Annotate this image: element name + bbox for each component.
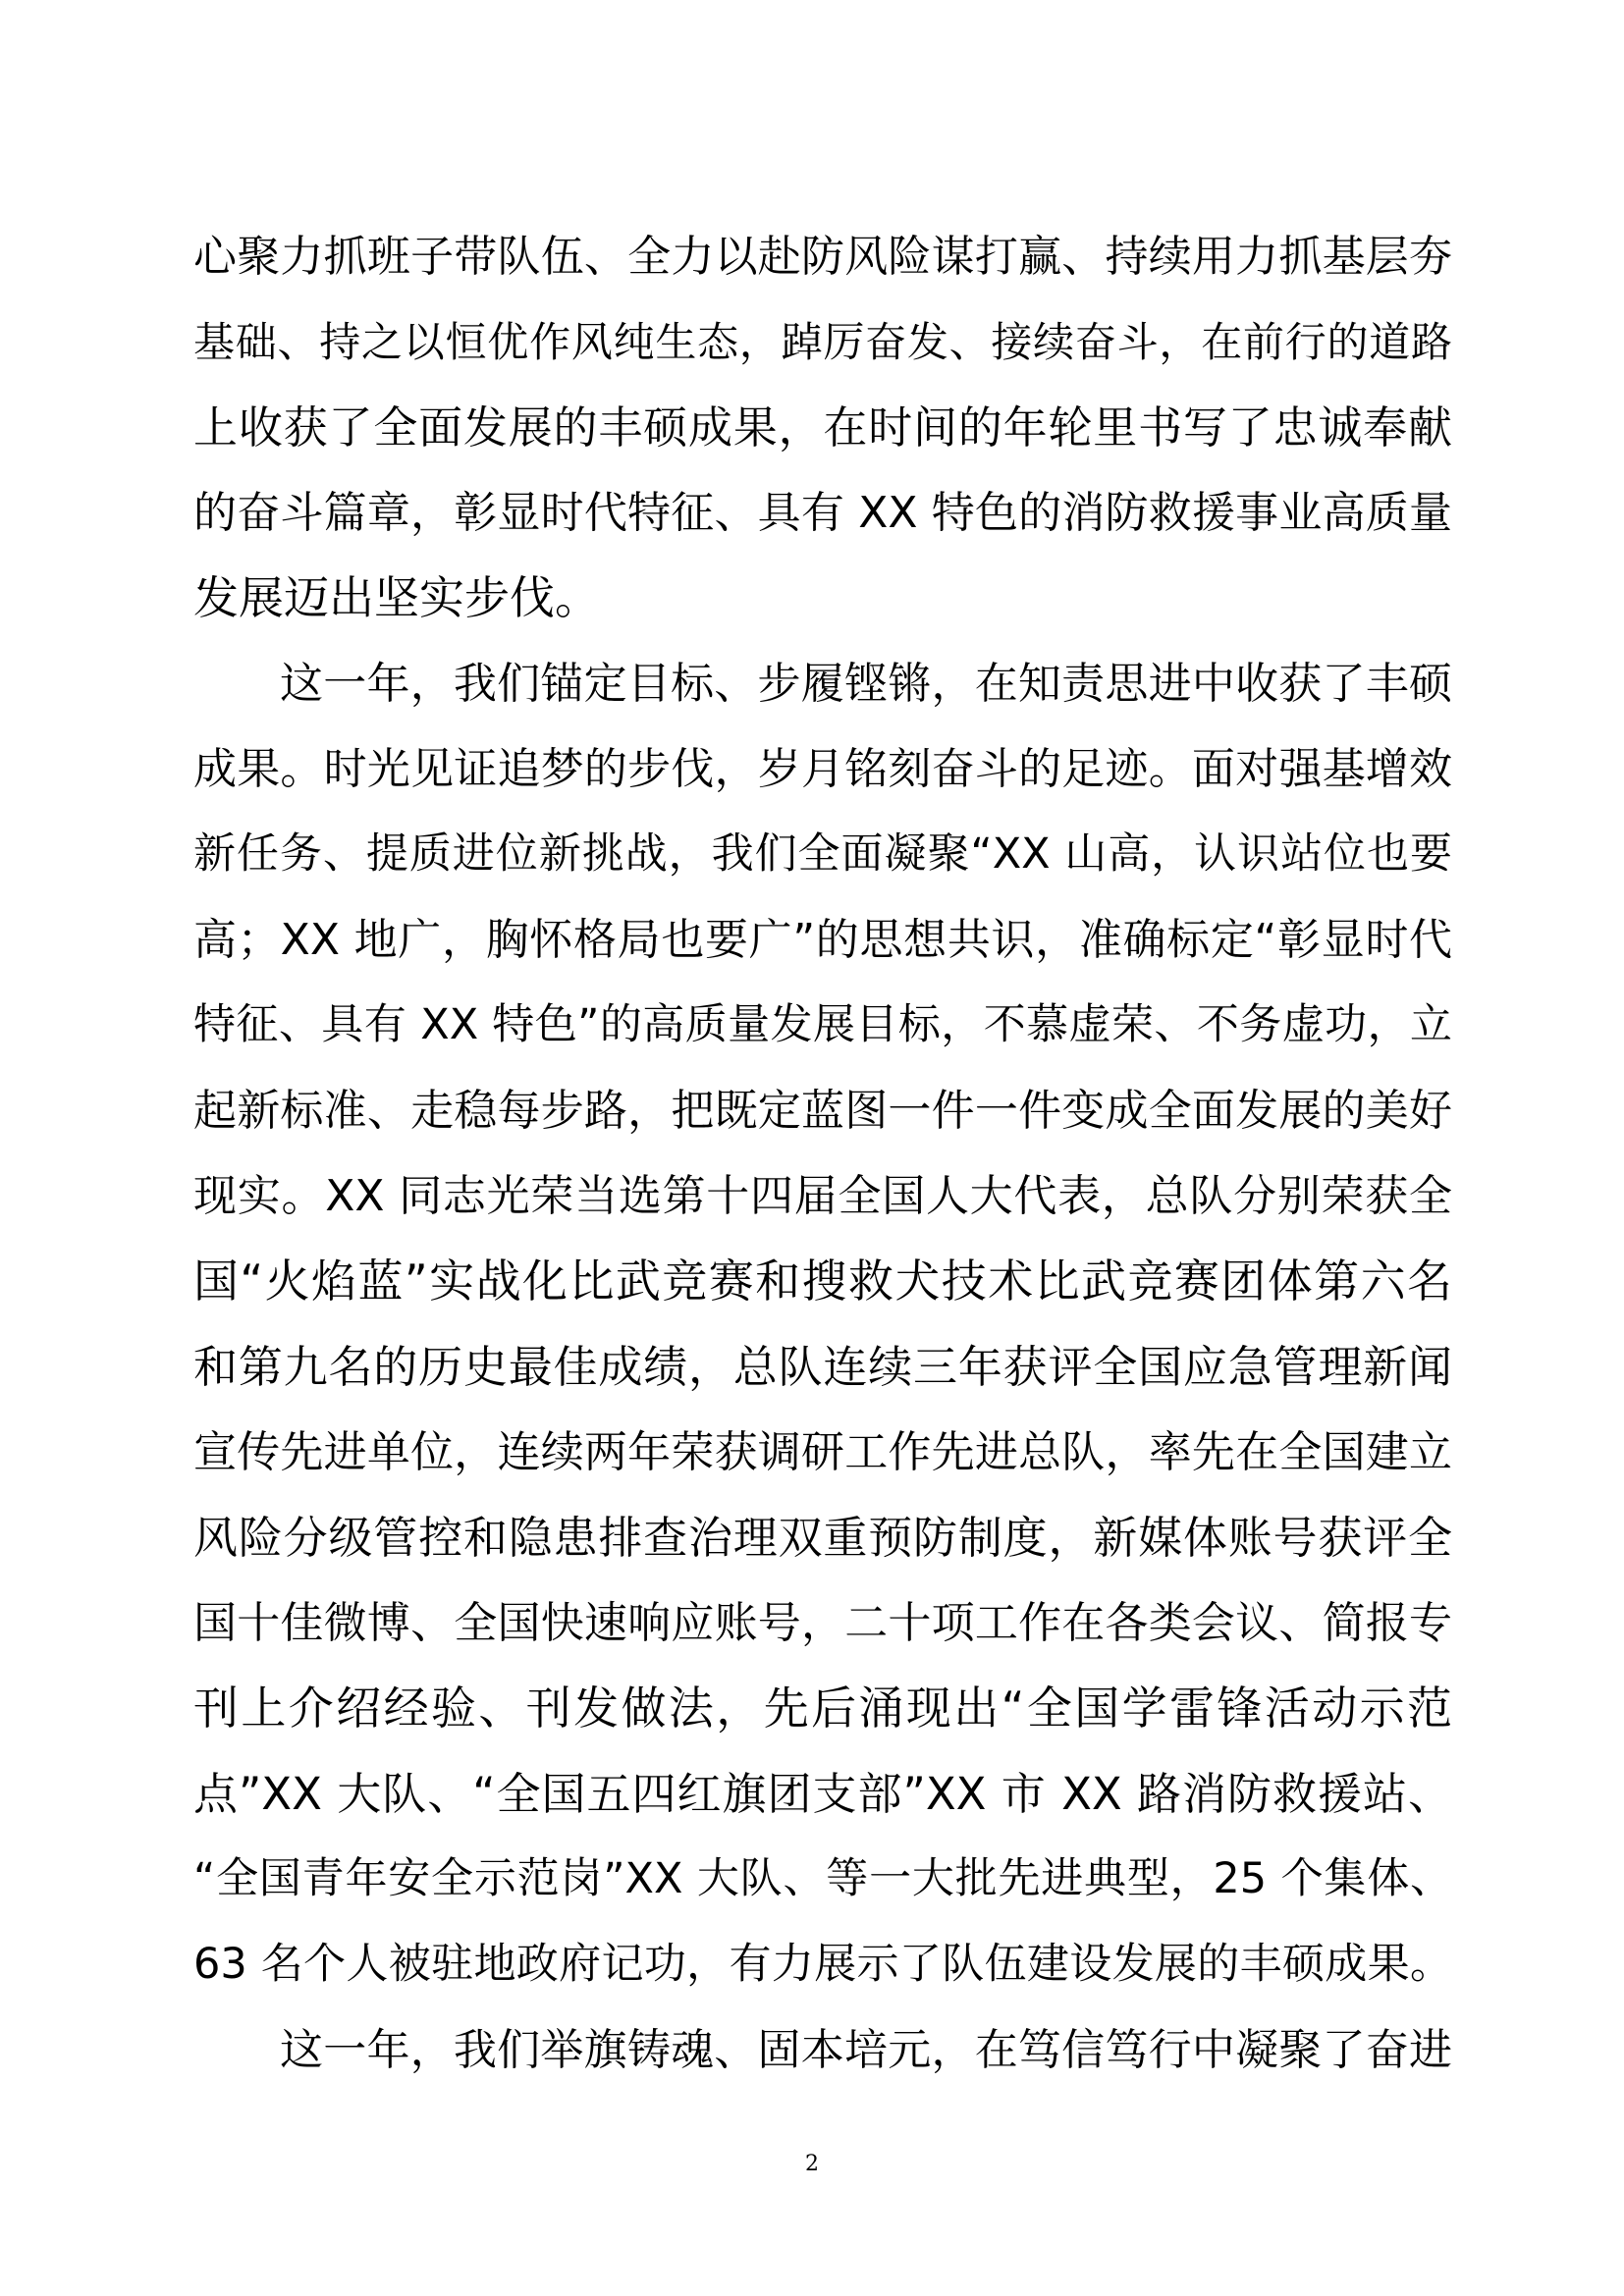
text-line: 发展迈出坚实步伐。: [193, 571, 600, 624]
body-text: [193, 214, 1452, 2093]
text-line: 现实。XX 同志光荣当选第十四届全国人大代表，总队分别荣获全: [193, 1171, 1452, 1221]
text-line: 上收获了全面发展的丰硕成果，在时间的年轮里书写了忠诚奉献: [193, 401, 1452, 454]
text-line: 起新标准、走稳每步路，把既定蓝图一件一件变成全面发展的美好: [193, 1086, 1452, 1136]
text-line: 风险分级管控和隐患排查治理双重预防制度，新媒体账号获评全: [193, 1512, 1452, 1564]
page-number: 2: [805, 2152, 819, 2176]
text-line: 高；XX 地广，胸怀格局也要广”的思想共识，准确标定“彰显时代: [193, 915, 1452, 965]
text-line: 63 名个人被驻地政府记功，有力展示了队伍建设发展的丰硕成果。: [193, 1940, 1452, 1989]
text-line: 国“火焰蓝”实战化比武竞赛和搜救犬技术比武竞赛团体第六名: [193, 1255, 1452, 1308]
text-line: 的奋斗篇章，彰显时代特征、具有 XX 特色的消防救援事业高质量: [193, 488, 1452, 538]
paragraph-start-line: 这一年，我们锚定目标、步履铿锵，在知责思进中收获了丰硕: [280, 659, 1452, 709]
text-line: 国十佳微博、全国快速响应账号，二十项工作在各类会议、简报专: [193, 1598, 1452, 1648]
text-line: 基础、持之以恒优作风纯生态，踔厉奋发、接续奋斗，在前行的道路: [193, 318, 1452, 366]
text-line: 宣传先进单位，连续两年荣获调研工作先进总队，率先在全国建立: [193, 1427, 1452, 1477]
text-line: 心聚力抓班子带队伍、全力以赴防风险谋打赢、持续用力抓基层夯: [193, 232, 1452, 282]
text-line: 特征、具有 XX 特色”的高质量发展目标，不慕虚荣、不务虚功，立: [193, 1000, 1452, 1049]
text-line: 点”XX 大队、“全国五四红旗团支部”XX 市 XX 路消防救援站、: [193, 1768, 1452, 1820]
text-line: 刊上介绍经验、刊发做法，先后涌现出“全国学雷锋活动示范: [193, 1682, 1452, 1735]
text-line: 新任务、提质进位新挑战，我们全面凝聚“XX 山高，认识站位也要: [193, 829, 1452, 879]
text-line: 和第九名的历史最佳成绩，总队连续三年获评全国应急管理新闻: [193, 1341, 1452, 1393]
text-line: 成果。时光见证追梦的步伐，岁月铭刻奋斗的足迹。面对强基增效: [193, 744, 1452, 794]
text-line: “全国青年安全示范岗”XX 大队、等一大批先进典型，25 个集体、: [193, 1854, 1452, 1903]
paragraph-start-line: 这一年，我们举旗铸魂、固本培元，在笃信笃行中凝聚了奋进: [280, 2025, 1452, 2075]
